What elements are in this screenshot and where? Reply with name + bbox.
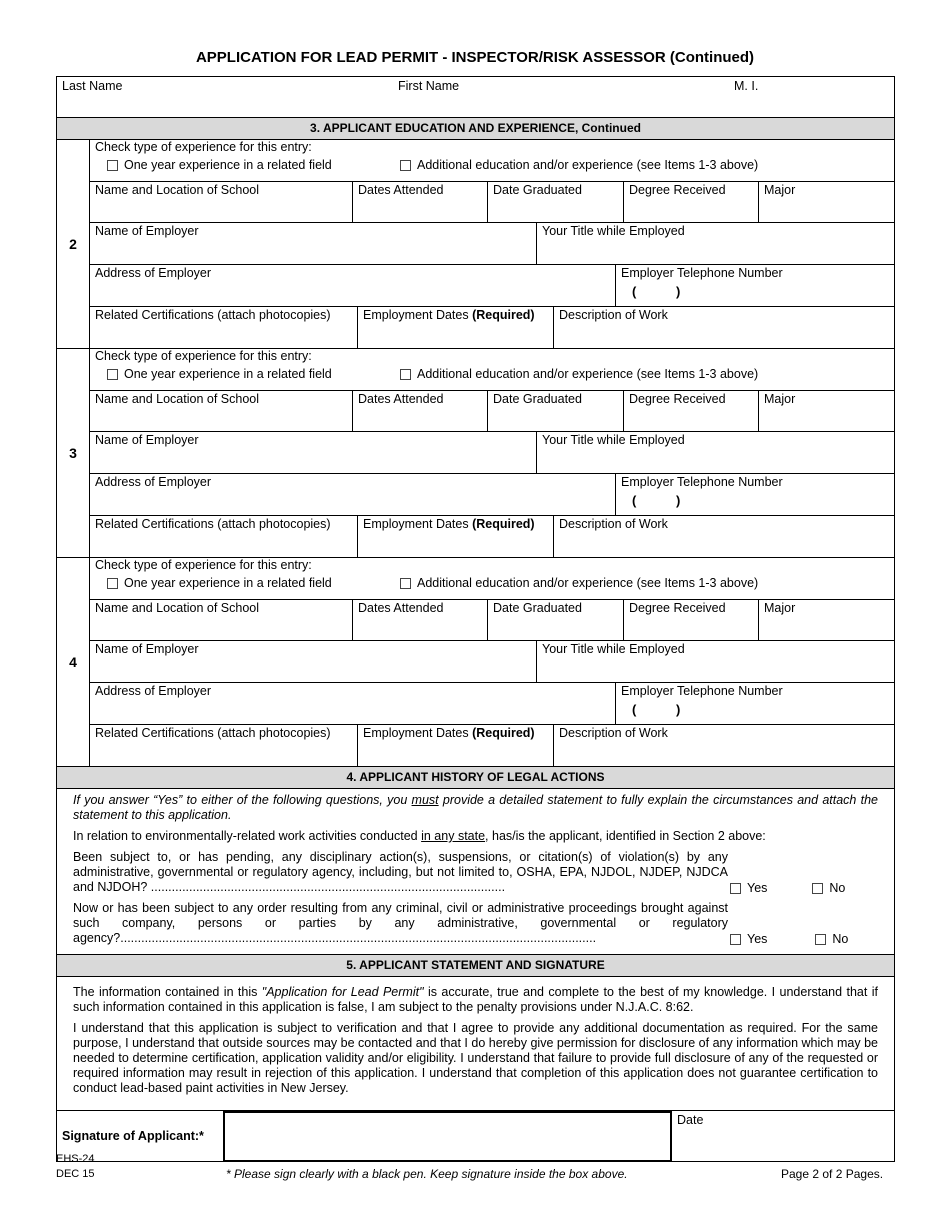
employer-row [90, 641, 894, 683]
legal-intro: If you answer “Yes” to either of the following questions, you must provide a detailed statement to fully explain the circumstances and attach the statement to this application. [73, 793, 878, 822]
section-4-heading: 4. APPLICANT HISTORY OF LEGAL ACTIONS [57, 767, 894, 789]
dates-attended-field[interactable]: Dates Attended [353, 391, 488, 431]
legal-relation: In relation to environmentally-related work activities conducted in any state, has/is the applicant, identified in Section 2 above: [73, 829, 766, 843]
school-field[interactable]: Name and Location of School [90, 182, 353, 222]
applicant-statement [57, 977, 894, 1111]
date-graduated-field[interactable]: Date Graduated [488, 182, 624, 222]
school-row [90, 391, 894, 432]
employer-field[interactable]: Name of Employer [90, 432, 537, 473]
page-number: Page 2 of 2 Pages. [781, 1167, 884, 1181]
q1-no-checkbox[interactable] [812, 883, 823, 894]
q1-yes-checkbox[interactable] [730, 883, 741, 894]
school-field[interactable]: Name and Location of School [90, 600, 353, 640]
address-field[interactable]: Address of Employer [90, 683, 616, 724]
degree-field[interactable]: Degree Received [624, 391, 759, 431]
signature-label: Signature of Applicant:* [62, 1129, 204, 1143]
signature-note: * Please sign clearly with a black pen. Keep signature inside the box above. [226, 1167, 628, 1181]
employer-field[interactable]: Name of Employer [90, 641, 537, 682]
dates-attended-field[interactable]: Dates Attended [353, 182, 488, 222]
employment-dates-field[interactable]: Employment Dates (Required) [358, 516, 554, 557]
certifications-row [90, 307, 894, 348]
address-row [90, 474, 894, 516]
one-year-checkbox[interactable] [107, 578, 118, 589]
entry-number: 2 [57, 140, 90, 348]
q2-no-checkbox[interactable] [815, 934, 826, 945]
phone-area-code: ( ) [632, 702, 681, 717]
additional-education-checkbox[interactable] [400, 160, 411, 171]
application-form [56, 76, 895, 1162]
employment-dates-field[interactable]: Employment Dates (Required) [358, 307, 554, 348]
form-id: EHS-24 [56, 1153, 95, 1165]
experience-type-row: Check type of experience for this entry: One year experience in a related field Additional education and/or experience (see Items 1-3 above) [90, 140, 894, 182]
signature-box[interactable] [223, 1111, 672, 1162]
form-revision: DEC 15 [56, 1168, 95, 1180]
section-3-heading: 3. APPLICANT EDUCATION AND EXPERIENCE, Continued [57, 118, 894, 140]
experience-entries [57, 140, 894, 767]
description-field[interactable]: Description of Work [559, 726, 668, 740]
experience-entry-2 [57, 140, 894, 349]
legal-question-2: Now or has been subject to any order resulting from any criminal, civil or administrative proceedings brought against such company, persons or parties by any administrative, governmental or regulatory agency?......................................................................................................................................... Yes No [73, 901, 849, 946]
degree-field[interactable]: Degree Received [624, 182, 759, 222]
mi-label: M. I. [734, 79, 759, 93]
employer-row [90, 432, 894, 474]
school-row [90, 600, 894, 641]
phone-field[interactable]: Employer Telephone Number ( ) [621, 684, 783, 717]
major-field[interactable]: Major [764, 392, 796, 406]
legal-question-1: Been subject to, or has pending, any disciplinary action(s), suspensions, or citation(s) of violation(s) by any administrative, governmental or regulatory agency, including, but not limited to, OSHA, EPA, NJDOL, NJDEP, NJDCA and NJDOH? ...................................................................................................... Yes No [73, 850, 846, 895]
section-5-heading: 5. APPLICANT STATEMENT AND SIGNATURE [57, 955, 894, 977]
certifications-field[interactable]: Related Certifications (attach photocopies) [90, 725, 358, 766]
school-field[interactable]: Name and Location of School [90, 391, 353, 431]
address-row [90, 683, 894, 725]
date-graduated-field[interactable]: Date Graduated [488, 600, 624, 640]
phone-field[interactable]: Employer Telephone Number ( ) [621, 266, 783, 299]
additional-education-checkbox[interactable] [400, 578, 411, 589]
phone-area-code: ( ) [632, 493, 681, 508]
experience-type-row: Check type of experience for this entry: One year experience in a related field Additional education and/or experience (see Items 1-3 above) [90, 558, 894, 600]
degree-field[interactable]: Degree Received [624, 600, 759, 640]
address-row [90, 265, 894, 307]
address-field[interactable]: Address of Employer [90, 265, 616, 306]
one-year-checkbox[interactable] [107, 160, 118, 171]
title-field[interactable]: Your Title while Employed [542, 224, 685, 238]
experience-entry-4 [57, 558, 894, 767]
first-name-label: First Name [398, 79, 460, 93]
one-year-checkbox[interactable] [107, 369, 118, 380]
certifications-row [90, 725, 894, 766]
q2-yes-checkbox[interactable] [730, 934, 741, 945]
entry-number: 4 [57, 558, 90, 766]
entry-number: 3 [57, 349, 90, 557]
form-title: APPLICATION FOR LEAD PERMIT - INSPECTOR/RISK ASSESSOR (Continued) [195, 49, 755, 66]
description-field[interactable]: Description of Work [559, 308, 668, 322]
statement-p1: The information contained in this "Application for Lead Permit" is accurate, true and complete to the best of my knowledge. I understand that if such information contained in this application is false, I am subject to the penalty provisions under N.J.A.C. 8:62. [73, 985, 878, 1014]
address-field[interactable]: Address of Employer [90, 474, 616, 515]
title-field[interactable]: Your Title while Employed [542, 433, 685, 447]
major-field[interactable]: Major [764, 601, 796, 615]
date-field[interactable]: Date [677, 1113, 704, 1127]
description-field[interactable]: Description of Work [559, 517, 668, 531]
phone-area-code: ( ) [632, 284, 681, 299]
school-row [90, 182, 894, 223]
date-graduated-field[interactable]: Date Graduated [488, 391, 624, 431]
additional-education-checkbox[interactable] [400, 369, 411, 380]
last-name-label: Last Name [62, 79, 123, 93]
experience-type-row: Check type of experience for this entry: One year experience in a related field Additional education and/or experience (see Items 1-3 above) [90, 349, 894, 391]
experience-entry-3 [57, 349, 894, 558]
employer-row [90, 223, 894, 265]
signature-row [57, 1111, 894, 1161]
legal-history [57, 789, 894, 955]
dates-attended-field[interactable]: Dates Attended [353, 600, 488, 640]
major-field[interactable]: Major [764, 183, 796, 197]
name-row [57, 77, 894, 118]
certifications-field[interactable]: Related Certifications (attach photocopies) [90, 307, 358, 348]
employment-dates-field[interactable]: Employment Dates (Required) [358, 725, 554, 766]
employer-field[interactable]: Name of Employer [90, 223, 537, 264]
certifications-field[interactable]: Related Certifications (attach photocopies) [90, 516, 358, 557]
certifications-row [90, 516, 894, 557]
statement-p2: I understand that this application is subject to verification and that I agree to provide any additional documentation as required. For the same purpose, I understand that outside sources may be contacted and that I do hereby give permission for disclosure of any information which may be needed to determine certification, application validity and/or eligibility. I understand that failure to provide full disclosure of any of the requested or required information may result in rejection of this application. I understand that completion of this application does not guarantee certification to conduct lead-based paint activities in New Jersey. [73, 1021, 878, 1095]
phone-field[interactable]: Employer Telephone Number ( ) [621, 475, 783, 508]
title-field[interactable]: Your Title while Employed [542, 642, 685, 656]
